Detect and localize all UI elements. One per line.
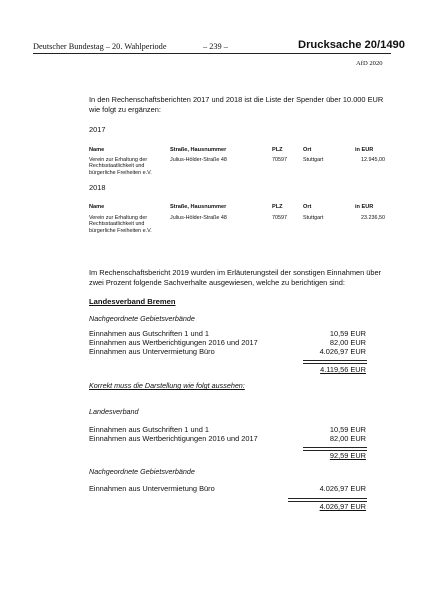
- header-sub: AfD 2020: [356, 60, 383, 67]
- intro-text: In den Rechenschaftsberichten 2017 und 2018 ist die Liste der Spender über 10.000 EUR wie folgt zu ergänzen:: [89, 95, 384, 115]
- donor-ort: Stuttgart: [303, 157, 324, 163]
- header-drucksache: Drucksache 20/1490: [298, 39, 405, 51]
- section3-title: Nachgeordnete Gebietsverbände: [89, 467, 195, 476]
- section2-title: Landesverband: [89, 407, 139, 416]
- section3-total: 4.026,97 EUR: [319, 502, 366, 511]
- section1-item-label: Einnahmen aus Wertberichtigungen 2016 und 2017: [89, 338, 258, 347]
- header-rule: [33, 53, 391, 54]
- col-name: Name: [89, 204, 105, 210]
- col-plz: PLZ: [272, 147, 283, 153]
- section1-item-label: Einnahmen aus Gutschriften 1 und 1: [89, 329, 209, 338]
- col-plz: PLZ: [272, 204, 283, 210]
- donor-amount: 23.236,50: [361, 215, 385, 221]
- donor-ort: Stuttgart: [303, 215, 324, 221]
- section1-item-amount: 4.026,97 EUR: [319, 347, 366, 356]
- header-left: Deutscher Bundestag – 20. Wahlperiode: [33, 42, 167, 51]
- col-street: Straße, Hausnummer: [170, 204, 227, 210]
- donor-name: Verein zur Erhaltung der Rechtsstaatlichkeit und bürgerliche Freiheiten e.V.: [89, 157, 152, 176]
- section2-item-amount: 82,00 EUR: [329, 434, 366, 443]
- col-amount: in EUR: [355, 204, 374, 210]
- table-year-2018: 2018: [89, 183, 106, 192]
- section1-title: Nachgeordnete Gebietsverbände: [89, 314, 195, 323]
- col-amount: in EUR: [355, 147, 374, 153]
- section3-item-label: Einnahmen aus Untervermietung Büro: [89, 484, 215, 493]
- donor-plz: 70597: [272, 157, 287, 163]
- correction-paragraph: Im Rechenschaftsbericht 2019 wurden im Erläuterungsteil der sonstigen Einnahmen über zwei Prozent folgende Sachverhalte ausgewiesen, welche zu berichtigen sind:: [89, 268, 382, 287]
- table-year-2017: 2017: [89, 125, 106, 134]
- section2-item-label: Einnahmen aus Gutschriften 1 und 1: [89, 425, 209, 434]
- col-name: Name: [89, 147, 105, 153]
- landesverband-heading: Landesverband Bremen: [89, 297, 176, 306]
- section3-item-amount: 4.026,97 EUR: [319, 484, 366, 493]
- section1-sum-rule: [303, 360, 367, 364]
- section2-total: 92,59 EUR: [329, 451, 366, 460]
- section1-item-amount: 82,00 EUR: [329, 338, 366, 347]
- section2-item-amount: 10,59 EUR: [329, 425, 366, 434]
- donor-street: Julius-Hölder-Straße 48: [170, 157, 227, 163]
- col-ort: Ort: [303, 147, 312, 153]
- section2-item-label: Einnahmen aus Wertberichtigungen 2016 und 2017: [89, 434, 258, 443]
- donor-street: Julius-Hölder-Straße 48: [170, 215, 227, 221]
- section1-total: 4.119,56 EUR: [320, 365, 366, 374]
- col-ort: Ort: [303, 204, 312, 210]
- header-page-number: – 239 –: [203, 42, 228, 51]
- donor-plz: 70597: [272, 215, 287, 221]
- col-street: Straße, Hausnummer: [170, 147, 227, 153]
- section1-item-amount: 10,59 EUR: [329, 329, 366, 338]
- donor-name: Verein zur Erhaltung der Rechtsstaatlichkeit und bürgerliche Freiheiten e.V.: [89, 215, 152, 234]
- donor-amount: 12.945,00: [361, 157, 385, 163]
- correction-note: Korrekt muss die Darstellung wie folgt aussehen:: [89, 381, 245, 390]
- section1-item-label: Einnahmen aus Untervermietung Büro: [89, 347, 215, 356]
